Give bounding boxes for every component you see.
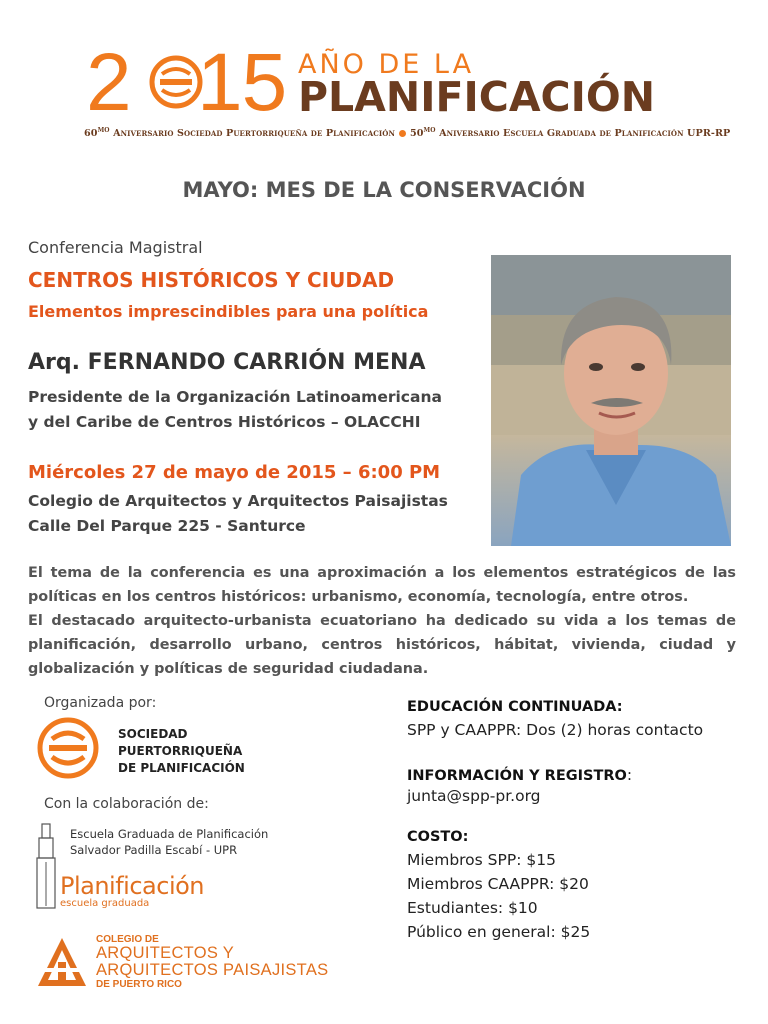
year-digits-15: 15: [197, 37, 287, 128]
conference-type: Conferencia Magistral: [28, 238, 203, 257]
speaker-role-line-1: Presidente de la Organización Latinoamericana: [28, 388, 442, 406]
speaker-role-line-2: y del Caribe de Centros Históricos – OLACCHI: [28, 413, 421, 431]
month-theme: MAYO: MES DE LA CONSERVACIÓN: [182, 178, 586, 202]
registration-heading: INFORMACIÓN Y REGISTRO:: [407, 766, 633, 784]
collaboration-label: Con la colaboración de:: [44, 796, 209, 812]
registration-email: junta@spp-pr.org: [407, 787, 541, 805]
cost-line: Miembros SPP: $15: [407, 851, 556, 869]
year-digit-2: 2: [86, 37, 131, 128]
event-address: Calle Del Parque 225 - Santurce: [28, 517, 306, 535]
egp-name: Escuela Graduada de Planificación Salvador Padilla Escabí - UPR: [70, 827, 269, 857]
event-description: [28, 561, 736, 681]
spp-circle-logo: [148, 52, 204, 112]
cost-line: Público en general: $25: [407, 923, 591, 941]
cost-heading: COSTO:: [407, 829, 469, 845]
continuing-education-heading: EDUCACIÓN CONTINUADA:: [407, 699, 623, 715]
header-anniversary-line: $60^{MO}$ Aniversario Sociedad Puertorriqueña de Planificación $50^{MO}$ Aniversario Escuela Graduada de Planificación UPR-RP: [84, 127, 731, 140]
event-date: Miércoles 27 de mayo de 2015 – 6:00 PM: [28, 462, 441, 483]
separator-dot-icon: [399, 130, 406, 137]
cost-line: Miembros CAAPPR: $20: [407, 875, 589, 893]
organized-by-label: Organizada por:: [44, 695, 157, 711]
continuing-education-text: SPP y CAAPPR: Dos (2) horas contacto: [407, 721, 704, 739]
spp-logo: [36, 716, 100, 780]
speaker-name: Arq. FERNANDO CARRIÓN MENA: [28, 350, 426, 375]
conference-title: CENTROS HISTÓRICOS Y CIUDAD: [28, 268, 395, 292]
caappr-logo: [34, 934, 90, 990]
description-paragraph-2: El destacado arquitecto-urbanista ecuatoriano ha dedicado su vida a los temas de planificación, desarrollo urbano, centros históricos, hábitat, vivienda, ciudad y globalización y políticas de seguridad ciudadana.: [28, 613, 736, 677]
planificacion-wordmark: Planificación: [60, 872, 205, 900]
event-venue: Colegio de Arquitectos y Arquitectos Paisajistas: [28, 492, 448, 510]
description-paragraph-1: El tema de la conferencia es una aproximación a los elementos estratégicos de las políticas en los centros históricos: urbanismo, economía, tecnología, entre otros.: [28, 565, 736, 605]
cost-line: Estudiantes: $10: [407, 899, 538, 917]
conference-subtitle: Elementos imprescindibles para una política: [28, 302, 429, 321]
tower-icon: [34, 822, 58, 910]
spp-name: SOCIEDAD PUERTORRIQUEÑA DE PLANIFICACIÓN: [118, 727, 245, 775]
header-planificacion: PLANIFICACIÓN: [298, 73, 656, 121]
caappr-name: COLEGIO DE ARQUITECTOS Y ARQUITECTOS PAISAJISTAS DE PUERTO RICO: [96, 934, 329, 990]
planificacion-wordmark-sub: escuela graduada: [60, 898, 150, 909]
speaker-photo: [491, 255, 731, 546]
header-anio: AÑO DE LA: [298, 49, 475, 80]
